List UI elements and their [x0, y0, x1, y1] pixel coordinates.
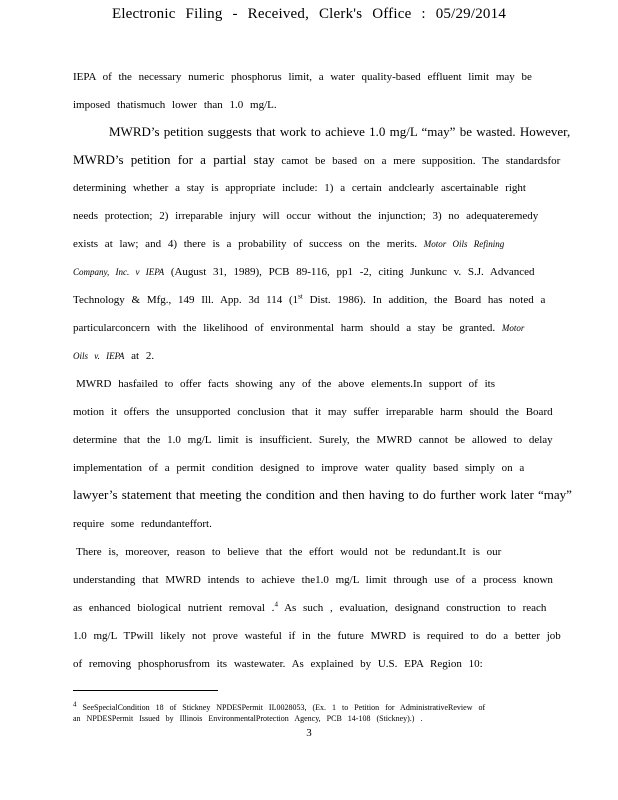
text-span: particularconcern with the likelihood of environmental harm should a stay be granted. — [73, 322, 496, 334]
text-line: determining whether a stay is appropriate include: 1) a certain andclearly ascertainable right — [73, 182, 526, 194]
text-line — [73, 321, 524, 335]
text-line: imposed thatismuch lower than 1.0 mg/L. — [73, 99, 277, 111]
text-line: lawyer’s statement that meeting the condition and then having to do further work later “may” — [73, 487, 572, 502]
footnote-marker: 4 — [73, 700, 77, 709]
text-span: MWRD’s petition for a partial stay — [73, 152, 275, 167]
text-line: of removing phosphorusfrom its wastewater. As explained by U.S. EPA Region 10: — [73, 658, 483, 670]
text-line: MWRD’s petition suggests that work to achieve 1.0 mg/L “may” be wasted. However, — [109, 124, 571, 139]
text-span: as enhanced biological nutrient removal . — [73, 602, 275, 614]
footnote-line: an NPDESPermit Issued by Illinois EnvironmentalProtection Agency, PCB 14-108 (Stickney).) . — [73, 714, 423, 723]
efiling-header: Electronic Filing - Received, Clerk's Office : 05/29/2014 — [111, 6, 507, 22]
text-line: require some redundanteffort. — [73, 518, 212, 530]
case-citation: Oils v. IEPA — [73, 351, 125, 361]
superscript: st — [298, 292, 303, 301]
footnote-line — [73, 702, 533, 713]
text-span: Dist. 1986). In addition, the Board has noted a — [302, 294, 546, 306]
text-line: There is, moreover, reason to believe that the effort would not be redundant.It is our — [76, 546, 502, 558]
text-line: determine that the 1.0 mg/L limit is insufficient. Surely, the MWRD cannot be allowed to delay — [73, 434, 553, 446]
text-line: needs protection; 2) irreparable injury will occur without the injunction; 3) no adequateremedy — [73, 210, 539, 222]
footnote-divider — [73, 690, 218, 691]
text-line — [73, 349, 154, 363]
text-span: at 2. — [131, 350, 155, 362]
text-line: motion it offers the unsupported conclusion that it may suffer irreparable harm should the Board — [73, 406, 553, 418]
text-line: MWRD hasfailed to offer facts showing any of the above elements.In support of its — [76, 378, 495, 390]
text-line: understanding that MWRD intends to achieve the1.0 mg/L limit through use of a process known — [73, 574, 553, 586]
text-span: (August 31, 1989), PCB 89-116, pp1 -2, citing Junkunc v. S.J. Advanced — [170, 266, 535, 278]
page-number: 3 — [306, 727, 312, 739]
text-line — [73, 293, 545, 307]
text-span: camot be based on a mere supposition. The standardsfor — [281, 155, 561, 167]
case-citation: Company, Inc. v IEPA — [73, 267, 165, 277]
text-span: Technology & Mfg., 149 Ill. App. 3d 114 (1 — [73, 294, 299, 306]
text-line — [73, 153, 560, 168]
text-span: As such , evaluation, designand construction to reach — [277, 602, 547, 614]
text-line — [73, 601, 546, 615]
footnote-text: SeeSpecialCondition 18 of Stickney NPDESPermit IL0028053, (Ex. 1 to Petition for AdministrativeReview of — [82, 703, 486, 712]
case-citation: Motor — [501, 323, 525, 333]
text-line — [73, 237, 504, 251]
text-span: exists at law; and 4) there is a probability of success on the merits. — [73, 238, 418, 250]
text-line — [73, 265, 535, 279]
text-line: implementation of a permit condition designed to improve water quality based simply on a — [73, 462, 525, 474]
text-line: 1.0 mg/L TPwill likely not prove wasteful if in the future MWRD is required to do a better job — [73, 630, 561, 642]
footnote-reference: 4 — [274, 600, 278, 609]
case-citation: Motor Oils Refining — [423, 239, 505, 249]
text-line: IEPA of the necessary numeric phosphorus limit, a water quality-based effluent limit may be — [73, 71, 532, 83]
